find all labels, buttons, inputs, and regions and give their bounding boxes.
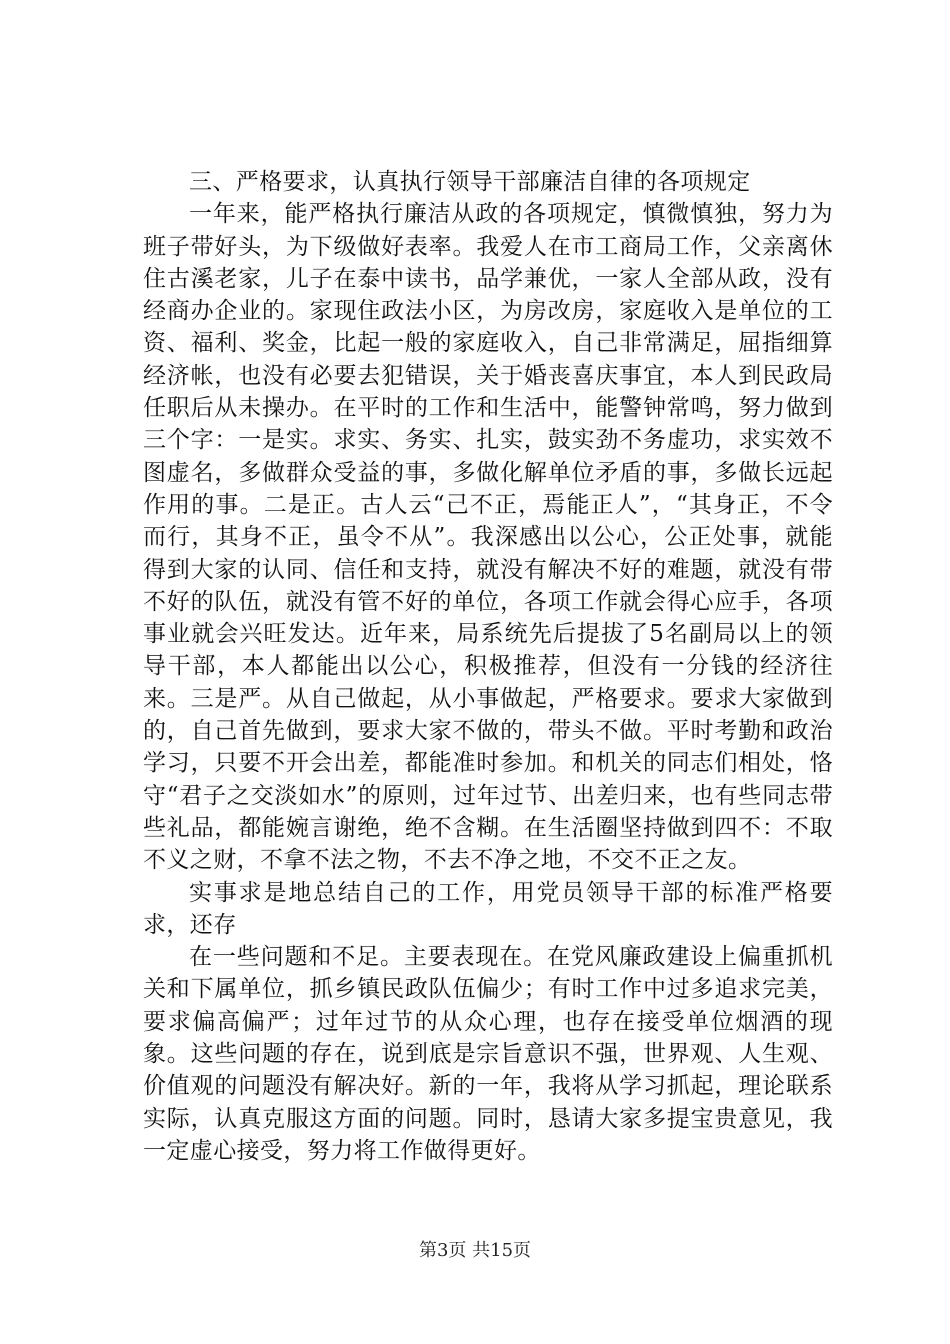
section-heading: 三、严格要求，认真执行领导干部廉洁自律的各项规定 bbox=[189, 169, 751, 195]
page-number-footer: 第3页 共15页 bbox=[418, 1240, 532, 1261]
paragraph: 实事求是地总结自己的工作，用党员领导干部的标准严格要求，还存 bbox=[143, 879, 833, 938]
document-body bbox=[143, 166, 833, 1167]
paragraph: 一年来，能严格执行廉洁从政的各项规定，慎微慎独，努力为班子带好头，为下级做好表率。我爱人在市工商局工作，父亲离休住古溪老家，儿子在泰中读书，品学兼优，一家人全部从政，没有经商办企业的。家现住政法小区，为房改房，家庭收入是单位的工资、福利、奖金，比起一般的家庭收入，自己非常满足，屈指细算经济帐，也没有必要去犯错误，关于婚丧喜庆事宜，本人到民政局任职后从未操办。在平时的工作和生活中，能警钟常鸣，努力做到三个字：一是实。求实、务实、扎实，鼓实劲不务虚功，求实效不图虚名，多做群众受益的事，多做化解单位矛盾的事，多做长远起作用的事。二是正。古人云“己不正，焉能正人”，“其身正，不令而行，其身不正，虽令不从”。我深感出以公心，公正处事，就能得到大家的认同、信任和支持，就没有解决不好的难题，就没有带不好的队伍，就没有管不好的单位，各项工作就会得心应手，各项事业就会兴旺发达。近年来，局系统先后提拔了5名副局以上的领导干部，本人都能出以公心，积极推荐，但没有一分钱的经济往来。三是严。从自己做起，从小事做起，严格要求。要求大家做到的，自己首先做到，要求大家不做的，带头不做。平时考勤和政治学习，只要不开会出差，都能准时参加。和机关的同志们相处，恪守“君子之交淡如水”的原则，过年过节、出差归来，也有些同志带些礼品，都能婉言谢绝，绝不含糊。在生活圈坚持做到四不：不取不义之财，不拿不法之物，不去不净之地，不交不正之友。 bbox=[143, 201, 833, 874]
paragraph: 在一些问题和不足。主要表现在。在党风廉政建设上偏重抓机关和下属单位，抓乡镇民政队伍偏少；有时工作中过多追求完美，要求偏高偏严；过年过节的从众心理，也存在接受单位烟酒的现象。这些问题的存在，说到底是宗旨意识不强，世界观、人生观、价值观的问题没有解决好。新的一年，我将从学习抓起，理论联系实际，认真克服这方面的问题。同时，恳请大家多提宝贵意见，我一定虚心接受，努力将工作做得更好。 bbox=[143, 944, 833, 1164]
